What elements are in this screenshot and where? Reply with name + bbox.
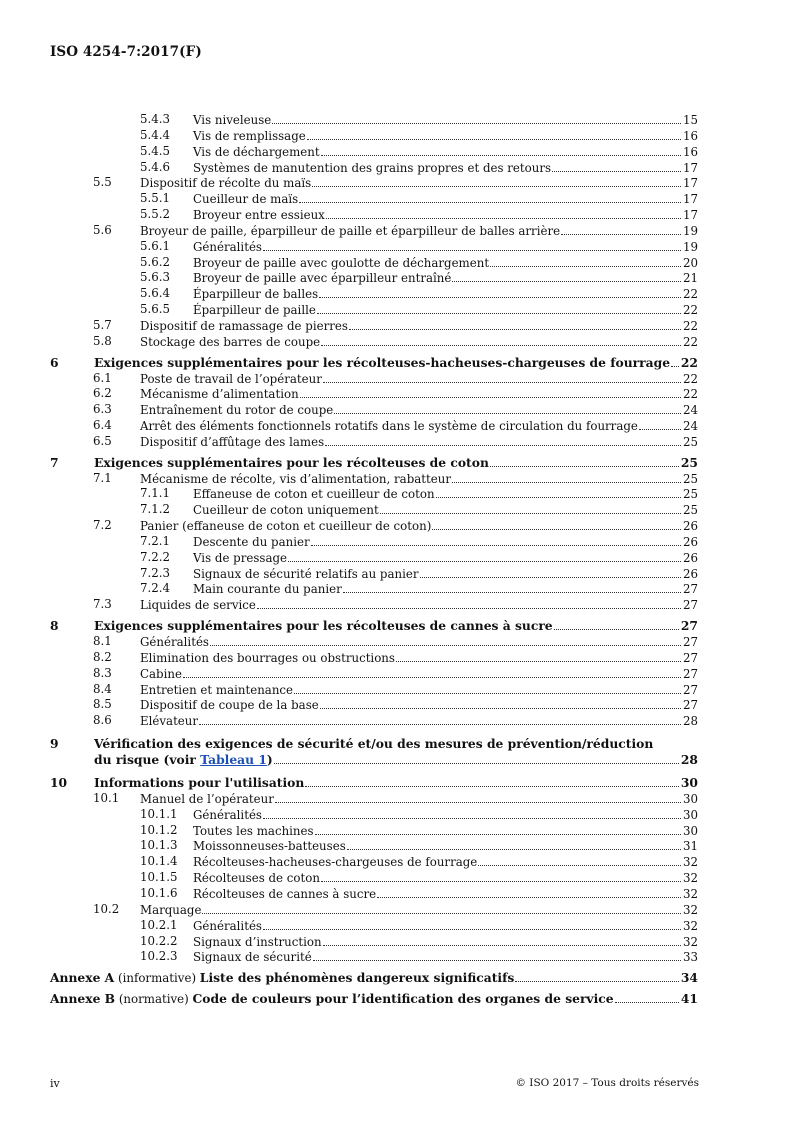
toc-entry-title: Mécanisme d’alimentation <box>140 387 299 402</box>
dot-leader <box>326 207 681 219</box>
toc-entry-title: Signaux d’instruction <box>193 934 322 949</box>
toc-entry[interactable] <box>50 402 698 418</box>
toc-entry-title: Moissonneuses-batteuses <box>193 839 346 854</box>
toc-entry-title: Main courante du panier <box>193 582 342 597</box>
toc-entry-title-continued <box>94 752 273 768</box>
toc-entry[interactable] <box>50 518 698 534</box>
toc-entry-page: 26 <box>682 566 698 581</box>
toc-entry-number: 5.5.2 <box>140 207 171 222</box>
toc-entry[interactable] <box>50 534 698 550</box>
toc-entry[interactable] <box>50 650 698 666</box>
toc-entry-number: 8.2 <box>93 649 112 664</box>
toc-entry-page: 27 <box>680 618 698 634</box>
toc-entry-page: 30 <box>682 823 698 838</box>
toc-entry-number: 5.4.4 <box>140 127 171 142</box>
toc-entry[interactable] <box>50 418 698 434</box>
toc-entry-page: 26 <box>682 534 698 549</box>
dot-leader <box>305 775 679 787</box>
toc-entry-title: Vis de pressage <box>193 550 288 565</box>
toc-entry-title: Signaux de sécurité <box>193 950 312 965</box>
toc-entry-page: 22 <box>682 387 698 402</box>
toc-entry[interactable] <box>50 934 698 950</box>
toc-entry-number: 10.2 <box>93 901 120 916</box>
toc-entry-number: 6.4 <box>93 418 112 433</box>
toc-entry-title: Stockage des barres de coupe <box>140 334 321 349</box>
dot-leader <box>274 752 679 764</box>
toc-entry-title: Mécanisme de récolte, vis d’alimentation, rabatteur <box>140 471 451 486</box>
toc-entry-number: 8.6 <box>93 713 112 728</box>
toc-entry-page: 41 <box>680 991 698 1007</box>
annex-label: Annexe A <box>50 970 115 986</box>
toc-entry-page: 24 <box>682 419 698 434</box>
toc-entry[interactable] <box>50 255 698 271</box>
toc-entry[interactable] <box>50 191 698 207</box>
toc-entry-number: 9 <box>50 736 59 752</box>
dot-leader <box>313 949 681 961</box>
toc-entry[interactable] <box>50 455 698 471</box>
toc-entry-title: Exigences supplémentaires pour les récolteuses-hacheuses-chargeuses de fourrage <box>94 354 671 370</box>
toc-entry-title: Arrêt des éléments fonctionnels rotatifs dans le système de circulation du fourrage <box>140 419 638 434</box>
toc-entry[interactable] <box>50 918 698 934</box>
dot-leader <box>515 970 679 982</box>
toc-entry-title: Dispositif d’affûtage des lames <box>140 434 325 449</box>
dot-leader <box>452 270 681 282</box>
toc-entry-page: 17 <box>682 160 698 175</box>
toc-entry-title: Récolteuses de coton <box>193 871 320 886</box>
toc-entry-number: 7.1.2 <box>140 502 171 517</box>
toc-entry[interactable] <box>50 597 698 613</box>
toc-entry-page: 21 <box>682 271 698 286</box>
toc-entry-page: 25 <box>682 503 698 518</box>
annex-label: Annexe B <box>50 991 116 1007</box>
toc-entry[interactable] <box>50 502 698 518</box>
toc-entry-page: 17 <box>682 192 698 207</box>
dot-leader <box>312 175 681 187</box>
toc-entry-title: Manuel de l’opérateur <box>140 791 274 806</box>
toc-entry-title: Systèmes de manutention des grains propres et des retours <box>193 160 552 175</box>
dot-leader <box>263 239 681 251</box>
dot-leader <box>490 255 681 267</box>
toc-entry-number: 5.4.6 <box>140 159 171 174</box>
toc-entry-title: Exigences supplémentaires pour les récolteuses de cannes à sucre <box>94 618 553 634</box>
toc-entry-title: Exigences supplémentaires pour les récolteuses de coton <box>94 454 489 470</box>
footer-copyright: © ISO 2017 – Tous droits réservés <box>515 1077 699 1089</box>
toc-entry-page: 22 <box>682 287 698 302</box>
toc-entry-title: Informations pour l'utilisation <box>94 775 305 791</box>
toc-entry-title: Elimination des bourrages ou obstructions <box>140 650 395 665</box>
toc-entry-title: Poste de travail de l’opérateur <box>140 371 322 386</box>
toc-entry-page: 19 <box>682 223 698 238</box>
toc-entry-title-part: ) <box>266 752 273 768</box>
dot-leader <box>561 223 681 235</box>
toc-entry-page: 30 <box>682 791 698 806</box>
toc-entry[interactable] <box>50 386 698 402</box>
toc-entry-number: 10.1.4 <box>140 854 178 869</box>
toc-entry[interactable] <box>50 471 698 487</box>
toc-entry-number: 7.2.3 <box>140 565 171 580</box>
dot-leader <box>317 302 681 314</box>
toc-entry[interactable] <box>50 634 698 650</box>
toc-entry-number: 5.4.5 <box>140 143 171 158</box>
dot-leader <box>323 934 681 946</box>
dot-leader <box>323 371 681 383</box>
annex-type: (informative) <box>114 971 200 986</box>
toc-entry-title-part: du risque (voir <box>94 752 201 768</box>
toc-entry-number: 5.6 <box>93 222 112 237</box>
toc-entry-page: 25 <box>682 487 698 502</box>
dot-leader <box>347 838 681 850</box>
toc-entry-title: Effaneuse de coton et cueilleur de coton <box>193 487 435 502</box>
dot-leader <box>396 650 681 662</box>
toc-entry-title: Liquides de service <box>140 598 256 613</box>
toc-entry-page: 27 <box>682 682 698 697</box>
toc-entry-number: 5.6.5 <box>140 302 171 317</box>
toc-entry-title: Récolteuses-hacheuses-chargeuses de fourrage <box>193 855 478 870</box>
toc-entry-number: 5.6.3 <box>140 270 171 285</box>
toc-entry[interactable] <box>50 112 698 128</box>
toc-entry-number: 8.4 <box>93 681 112 696</box>
toc-entry-title: Signaux de sécurité relatifs au panier <box>193 566 419 581</box>
toc-entry-page: 32 <box>682 918 698 933</box>
toc-entry-title: Éparpilleur de balles <box>193 287 319 302</box>
toc-entry-page: 16 <box>682 144 698 159</box>
toc-entry[interactable] <box>50 302 698 318</box>
toc-entry-number: 5.5 <box>93 175 112 190</box>
toc-entry[interactable] <box>50 838 698 854</box>
toc-entry-number: 5.6.4 <box>140 286 171 301</box>
toc-entry-number: 8.5 <box>93 697 112 712</box>
dot-leader <box>320 697 681 709</box>
toc-entry-number: 10.1.5 <box>140 870 178 885</box>
dot-leader <box>452 471 681 483</box>
dot-leader <box>272 112 681 124</box>
toc-entry[interactable] <box>50 318 698 334</box>
toc-entry[interactable] <box>50 713 698 729</box>
toc-entry-page: 31 <box>682 839 698 854</box>
toc-entry-title: Généralités <box>193 807 262 822</box>
toc-entry-page: 24 <box>682 403 698 418</box>
toc-entry-page: 25 <box>682 434 698 449</box>
toc-entry[interactable] <box>50 550 698 566</box>
dot-leader <box>257 597 681 609</box>
toc-entry-title: Dispositif de récolte du maïs <box>140 176 312 191</box>
toc-entry-number: 5.4.3 <box>140 112 171 126</box>
dot-leader <box>639 418 681 430</box>
toc-entry-number: 7.2.1 <box>140 533 171 548</box>
toc-entry[interactable] <box>50 902 698 918</box>
dot-leader <box>315 823 681 835</box>
toc-entry[interactable] <box>50 355 698 371</box>
dot-leader <box>294 682 681 694</box>
toc-entry-title: Dispositif de ramassage de pierres <box>140 318 348 333</box>
toc-entry[interactable] <box>50 666 698 682</box>
toc-entry-title: Récolteuses de cannes à sucre <box>193 886 377 901</box>
toc-entry[interactable] <box>50 128 698 144</box>
toc-entry[interactable] <box>50 775 698 791</box>
dot-leader <box>343 581 681 593</box>
toc-entry-page: 32 <box>682 871 698 886</box>
toc-entry-number: 5.5.1 <box>140 191 171 206</box>
toc-entry[interactable] <box>50 970 698 986</box>
toc-entry[interactable] <box>50 682 698 698</box>
dot-leader <box>420 566 681 578</box>
toc-entry-title: Broyeur de paille avec goulotte de déchargement <box>193 255 490 270</box>
toc-entry-page: 32 <box>682 855 698 870</box>
toc-entry-title: Broyeur de paille, éparpilleur de paille et éparpilleur de balles arrière <box>140 223 561 238</box>
dot-leader <box>671 355 679 367</box>
dot-leader <box>210 634 681 646</box>
toc-entry-title: Panier (effaneuse de coton et cueilleur de coton) <box>140 519 432 534</box>
toc-entry-number: 5.7 <box>93 317 112 332</box>
toc-entry-number: 10.1.1 <box>140 806 178 821</box>
dot-leader <box>202 902 681 914</box>
toc-entry[interactable] <box>50 949 698 965</box>
toc-entry-number: 6.5 <box>93 433 112 448</box>
toc-entry[interactable] <box>50 239 698 255</box>
toc-entry-page: 27 <box>682 698 698 713</box>
dot-leader <box>432 518 681 530</box>
document-id: ISO 4254-7:2017(F) <box>50 44 202 60</box>
dot-leader <box>319 286 681 298</box>
toc-entry-title: Code de couleurs pour l’identification des organes de service <box>192 991 614 1007</box>
toc-entry[interactable] <box>50 566 698 582</box>
dot-leader <box>334 402 681 414</box>
toc-entry-number: 8.3 <box>93 665 112 680</box>
toc-entry-page: 25 <box>680 454 698 470</box>
toc-entry[interactable] <box>50 371 698 387</box>
toc-entry-number: 10 <box>50 775 68 791</box>
toc-entry-page: 22 <box>682 318 698 333</box>
toc-entry-number: 7.2 <box>93 518 112 533</box>
toc-entry-title: Éparpilleur de paille <box>193 303 316 318</box>
toc-entry-title: Cueilleur de coton uniquement <box>193 503 379 518</box>
toc-entry-title: Entraînement du rotor de coupe <box>140 403 334 418</box>
toc-entry-title: Généralités <box>193 239 262 254</box>
toc-entry-number: 10.1 <box>93 790 120 805</box>
toc-entry-title: Broyeur de paille avec éparpilleur entraîné <box>193 271 452 286</box>
toc-entry-title: Généralités <box>140 635 209 649</box>
toc-entry[interactable] <box>50 854 698 870</box>
toc-entry-number: 7.3 <box>93 597 112 612</box>
toc-entry[interactable] <box>50 270 698 286</box>
toc-entry-title: Broyeur entre essieux <box>193 208 325 223</box>
toc-entry-title: Vérification des exigences de sécurité et/ou des mesures de prévention/réduction <box>94 736 654 752</box>
dot-leader <box>615 991 679 1003</box>
toc-entry-page: 32 <box>682 934 698 949</box>
toc-entry[interactable] <box>50 160 698 176</box>
dot-leader <box>183 666 681 678</box>
dot-leader <box>263 918 681 930</box>
dot-leader <box>436 486 681 498</box>
toc-entry-title: Vis niveleuse <box>193 113 272 127</box>
toc-entry-title: Cueilleur de maïs <box>193 192 299 207</box>
toc-entry[interactable] <box>50 823 698 839</box>
toc-entry-page: 28 <box>682 714 698 729</box>
toc-entry[interactable] <box>50 581 698 597</box>
dot-leader <box>478 854 681 866</box>
toc-entry-page: 27 <box>682 635 698 649</box>
toc-entry-page: 22 <box>680 354 698 370</box>
toc-entry-page: 32 <box>682 886 698 901</box>
dot-leader <box>321 870 681 882</box>
toc-entry-title: Entretien et maintenance <box>140 682 294 697</box>
toc-entry-title: Liste des phénomènes dangereux significatifs <box>199 970 515 986</box>
toc-entry-title: Cabine <box>140 666 182 681</box>
toc-entry[interactable] <box>50 870 698 886</box>
toc-entry-page: 22 <box>682 334 698 349</box>
toc-entry-page: 27 <box>682 666 698 681</box>
toc-entry[interactable] <box>50 207 698 223</box>
toc-entry-number: 5.6.2 <box>140 254 171 269</box>
toc-entry-page: 22 <box>682 303 698 318</box>
dot-leader <box>325 434 681 446</box>
toc-entry-title: Marquage <box>140 902 202 917</box>
toc-entry-number: 10.1.6 <box>140 885 178 900</box>
toc-entry[interactable] <box>50 791 698 807</box>
dot-leader <box>275 791 681 803</box>
toc-entry[interactable] <box>50 618 698 634</box>
toc-entry-page: 28 <box>680 752 698 768</box>
toc-entry-page: 20 <box>682 255 698 270</box>
toc-entry-title: Vis de remplissage <box>193 128 306 143</box>
table-of-contents <box>50 112 698 1007</box>
toc-entry[interactable] <box>50 886 698 902</box>
toc-entry[interactable] <box>50 434 698 450</box>
toc-entry-number: 10.2.1 <box>140 917 178 932</box>
toc-entry-title: Vis de déchargement <box>193 144 320 159</box>
toc-entry-number: 10.1.2 <box>140 822 178 837</box>
toc-entry[interactable] <box>50 486 698 502</box>
dot-leader <box>321 334 681 346</box>
toc-entry-number: 5.6.1 <box>140 238 171 253</box>
toc-entry-number: 7.2.4 <box>140 581 171 596</box>
toc-entry-title: Toutes les machines <box>193 823 314 838</box>
toc-entry[interactable] <box>50 175 698 191</box>
toc-entry-number: 7.2.2 <box>140 549 171 564</box>
dot-leader <box>199 713 681 725</box>
toc-entry-page: 30 <box>680 775 698 791</box>
dot-leader <box>554 618 679 630</box>
dot-leader <box>307 128 681 140</box>
toc-entry-number: 5.8 <box>93 333 112 348</box>
dot-leader <box>380 502 681 514</box>
toc-entry[interactable] <box>50 734 698 770</box>
toc-entry-title: Descente du panier <box>193 534 310 549</box>
dot-leader <box>490 455 679 467</box>
dot-leader <box>377 886 681 898</box>
dot-leader <box>288 550 681 562</box>
toc-entry-page: 33 <box>682 950 698 965</box>
toc-entry[interactable] <box>50 334 698 350</box>
toc-entry-number: 6 <box>50 354 59 370</box>
toc-entry-title: Généralités <box>193 918 262 933</box>
toc-entry-number: 10.2.3 <box>140 949 178 964</box>
toc-entry-number: 7.1.1 <box>140 486 171 501</box>
dot-leader <box>300 386 681 398</box>
toc-entry[interactable] <box>50 807 698 823</box>
dot-leader <box>321 144 681 156</box>
toc-entry-page: 30 <box>682 807 698 822</box>
toc-entry-number: 10.1.3 <box>140 838 178 853</box>
toc-entry-number: 7 <box>50 454 59 470</box>
dot-leader <box>299 191 681 203</box>
toc-entry-number: 8.1 <box>93 634 112 648</box>
toc-entry-page: 34 <box>680 970 698 986</box>
dot-leader <box>311 534 681 546</box>
toc-entry-number: 7.1 <box>93 470 112 485</box>
toc-entry[interactable] <box>50 697 698 713</box>
toc-entry-page: 17 <box>682 176 698 191</box>
toc-entry-number: 6.3 <box>93 402 112 417</box>
toc-entry-number: 6.1 <box>93 370 112 385</box>
toc-entry-page: 22 <box>682 371 698 386</box>
toc-entry-title: Dispositif de coupe de la base <box>140 698 319 713</box>
toc-entry-page: 27 <box>682 582 698 597</box>
dot-leader <box>263 807 681 819</box>
toc-entry-page: 26 <box>682 519 698 534</box>
toc-entry-page: 15 <box>682 113 698 127</box>
toc-entry-page: 32 <box>682 902 698 917</box>
dot-leader <box>349 318 681 330</box>
toc-entry-number: 8 <box>50 618 59 634</box>
table-1-link[interactable]: Tableau 1 <box>200 752 267 768</box>
toc-entry[interactable] <box>50 286 698 302</box>
toc-entry[interactable] <box>50 991 698 1007</box>
toc-entry[interactable] <box>50 223 698 239</box>
toc-entry-page: 27 <box>682 598 698 613</box>
toc-entry-number: 10.2.2 <box>140 933 178 948</box>
toc-entry-number: 6.2 <box>93 386 112 401</box>
dot-leader <box>552 160 681 172</box>
toc-entry-page: 17 <box>682 208 698 223</box>
toc-entry-page: 25 <box>682 471 698 486</box>
toc-entry-title: Elévateur <box>140 714 199 729</box>
annex-type: (normative) <box>115 992 193 1007</box>
toc-entry-page: 16 <box>682 128 698 143</box>
toc-entry-page: 19 <box>682 239 698 254</box>
toc-entry-page: 27 <box>682 650 698 665</box>
footer-page-number: iv <box>50 1077 60 1090</box>
toc-entry[interactable] <box>50 144 698 160</box>
toc-entry-page: 26 <box>682 550 698 565</box>
